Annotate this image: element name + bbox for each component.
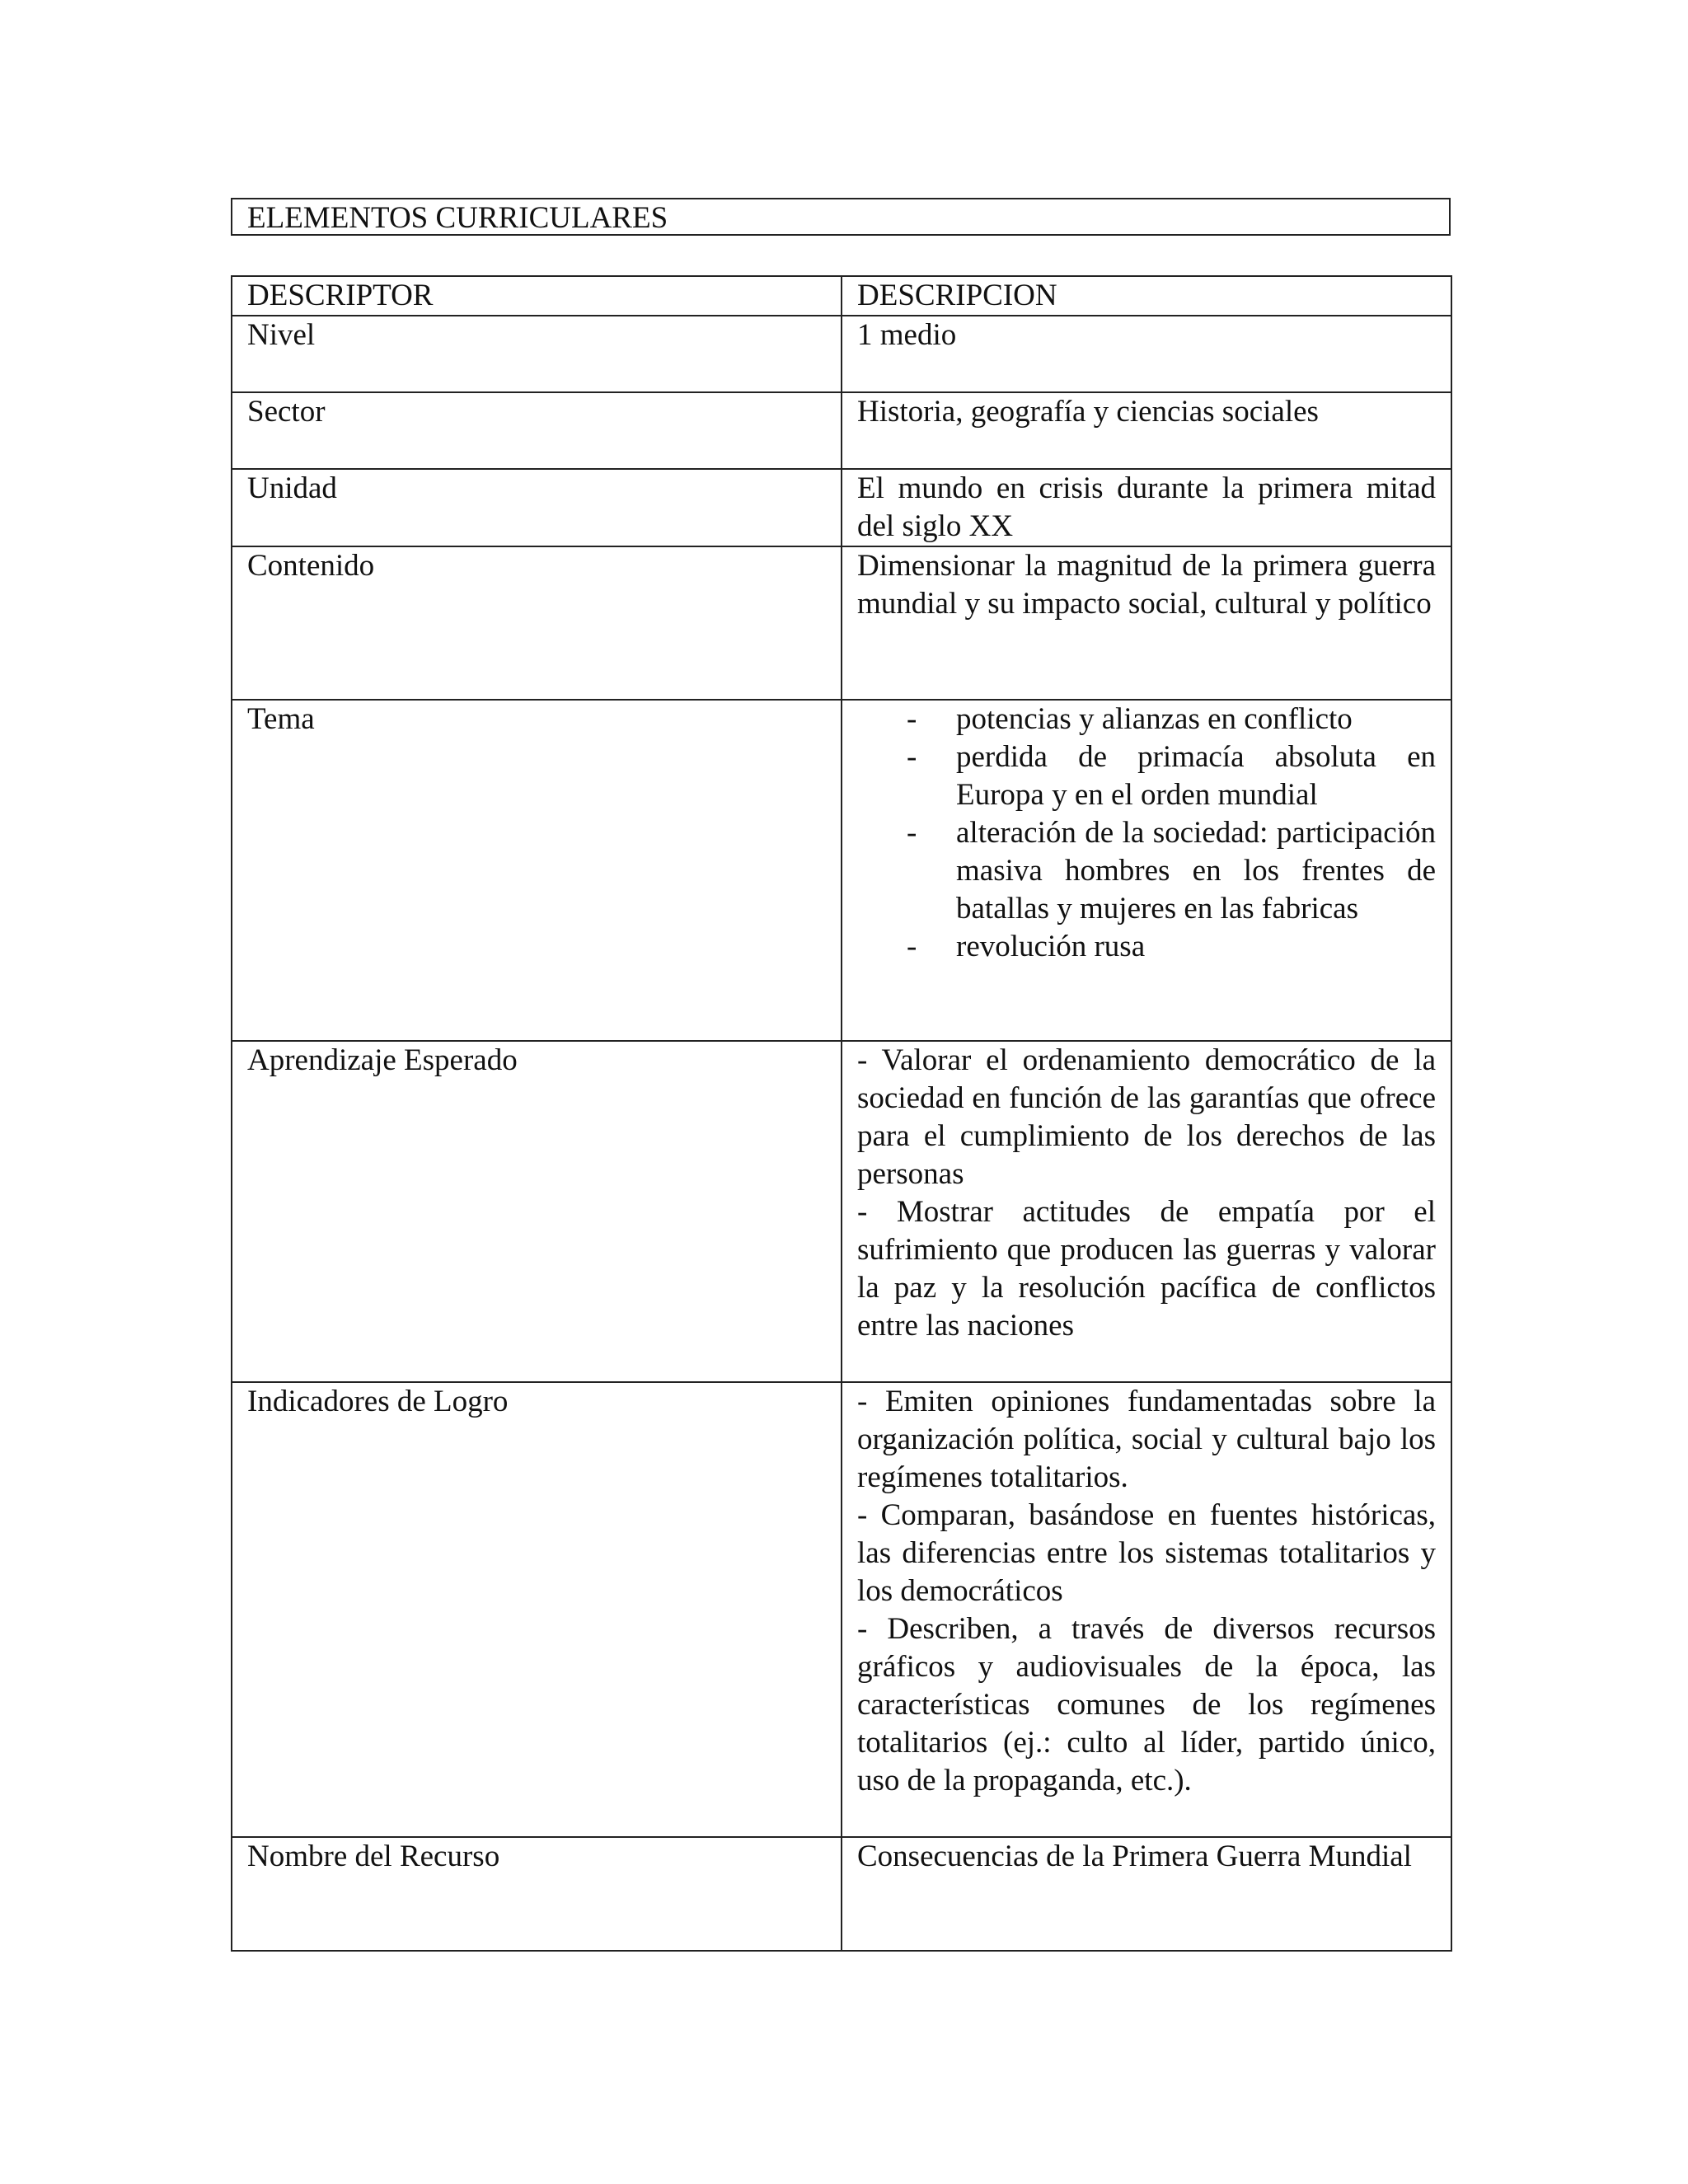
table-row (232, 1041, 1451, 1382)
row-description: El mundo en crisis durante la primera mitad del siglo XX (842, 469, 1451, 546)
row-description (842, 1382, 1451, 1837)
list-item: - revolución rusa (857, 928, 1436, 966)
paragraph: - Emiten opiniones fundamentadas sobre la organización política, social y cultural bajo los regímenes totalitarios. (857, 1385, 1436, 1494)
row-description (842, 700, 1451, 1041)
table-row (232, 546, 1451, 700)
header-description: DESCRIPCION (842, 276, 1451, 316)
row-descriptor: Aprendizaje Esperado (232, 1041, 842, 1382)
table-row (232, 469, 1451, 546)
paragraph: - Valorar el ordenamiento democrático de la sociedad en función de las garantías que ofrece para el cumplimiento de los derechos de las personas (857, 1043, 1436, 1191)
table-row (232, 392, 1451, 469)
header-descriptor: DESCRIPTOR (232, 276, 842, 316)
dash-bullet: - (907, 702, 917, 736)
list-item: - potencias y alianzas en conflicto (857, 701, 1436, 738)
table-row (232, 700, 1451, 1041)
dash-bullet: - (907, 930, 917, 963)
row-description: Consecuencias de la Primera Guerra Mundial (842, 1837, 1451, 1951)
row-descriptor: Indicadores de Logro (232, 1382, 842, 1837)
row-descriptor: Tema (232, 700, 842, 1041)
topic-list (857, 701, 1436, 966)
row-description: Historia, geografía y ciencias sociales (842, 392, 1451, 469)
section-title: ELEMENTOS CURRICULARES (231, 198, 1451, 236)
table-row (232, 1382, 1451, 1837)
row-descriptor: Sector (232, 392, 842, 469)
row-descriptor: Contenido (232, 546, 842, 700)
paragraph: - Comparan, basándose en fuentes históricas, las diferencias entre los sistemas totalitarios y los democráticos (857, 1498, 1436, 1608)
row-descriptor: Unidad (232, 469, 842, 546)
row-description: Dimensionar la magnitud de la primera guerra mundial y su impacto social, cultural y político (842, 546, 1451, 700)
row-descriptor: Nivel (232, 316, 842, 392)
table-row (232, 316, 1451, 392)
row-description: 1 medio (842, 316, 1451, 392)
dash-bullet: - (907, 816, 917, 850)
dash-bullet: - (907, 740, 917, 774)
paragraph: - Describen, a través de diversos recursos gráficos y audiovisuales de la época, las características comunes de los regímenes totalitarios (ej.: culto al líder, partido único, uso de la propaganda, etc.). (857, 1612, 1436, 1797)
row-description (842, 1041, 1451, 1382)
table-header-row (232, 276, 1451, 316)
list-item: - alteración de la sociedad: participación masiva hombres en los frentes de batallas y mujeres en las fabricas (907, 816, 1436, 926)
curricular-elements-table (231, 275, 1452, 1952)
row-descriptor: Nombre del Recurso (232, 1837, 842, 1951)
paragraph: - Mostrar actitudes de empatía por el sufrimiento que producen las guerras y valorar la paz y la resolución pacífica de conflictos entre las naciones (857, 1195, 1436, 1343)
table-row (232, 1837, 1451, 1951)
list-item: - perdida de primacía absoluta en Europa y en el orden mundial (907, 740, 1436, 812)
